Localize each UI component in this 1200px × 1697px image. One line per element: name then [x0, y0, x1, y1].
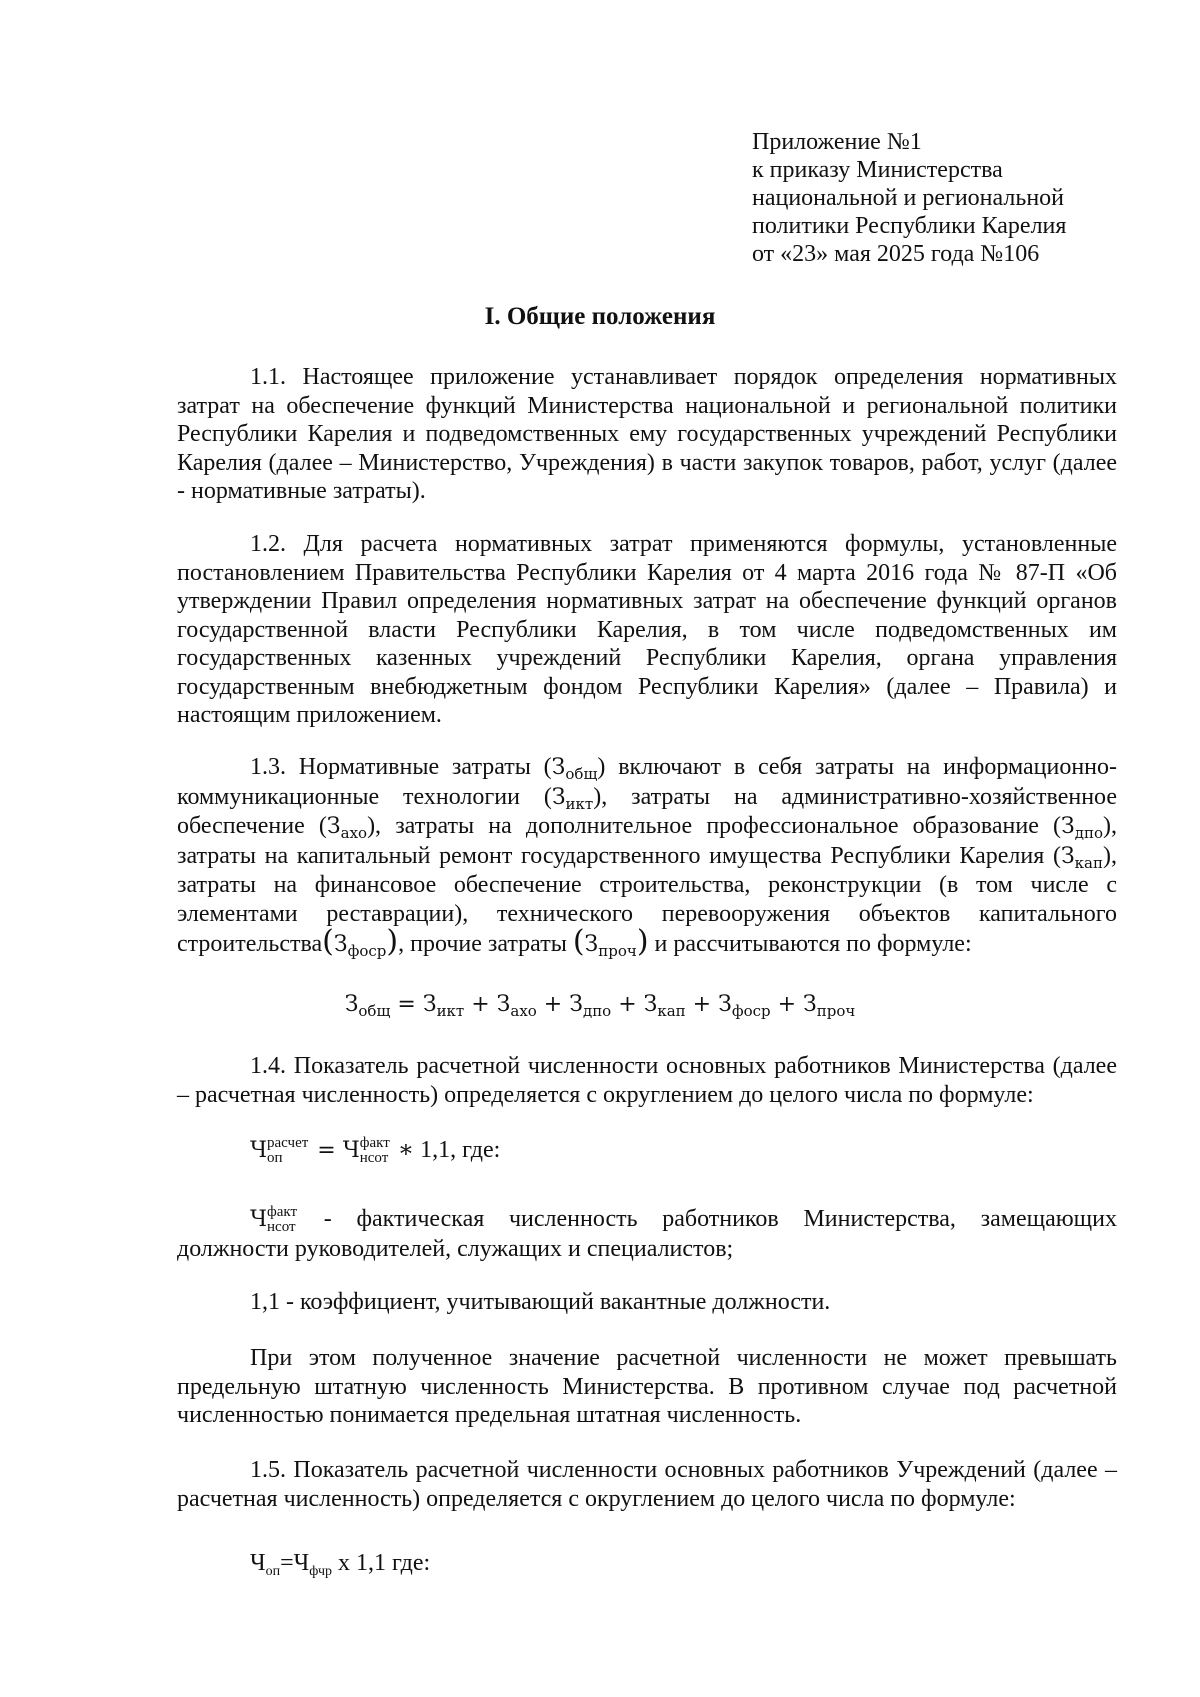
paragraph-1-2: 1.2. Для расчета нормативных затрат применяются формулы, установленные постановлением Правительства Республики Карелия от 4 марта 2016 года № 87-П «Об утверждении Правил определения нормативных затрат на обеспечение функций органов государственной власти Республики Карелия, в том числе подведомственных им государственных казенных учреждений Республики Карелия, органа управления государственным внебюджетным фондом Республики Карелия» (далее – Правила) и настоящим приложением. — [177, 531, 1117, 728]
paragraph-note: При этом полученное значение расчетной численности не может превышать предельную штатную численность Министерства. В противном случае под расчетной численностью понимается предельная штатная численность. — [177, 1345, 1117, 1428]
section-title: I. Общие положения — [484, 303, 716, 330]
appendix-header — [752, 128, 1152, 268]
appendix-line: Приложение №1 — [752, 129, 922, 155]
definition-coefficient: 1,1 - коэффициент, учитывающий вакантные должности. — [250, 1289, 831, 1315]
paragraph-1-4: 1.4. Показатель расчетной численности основных работников Министерства (далее – расчетная численность) определяется с округлением до целого числа по формуле: — [177, 1053, 1117, 1108]
appendix-line: национальной и региональной — [752, 185, 1064, 211]
paragraph-1-5: 1.5. Показатель расчетной численности основных работников Учреждений (далее – расчетная численность) определяется с округлением до целого числа по формуле: — [177, 1457, 1117, 1512]
appendix-line: от «23» мая 2025 года №106 — [752, 241, 1040, 267]
appendix-line: к приказу Министерства — [752, 157, 1003, 183]
paragraph-1-1: 1.1. Настоящее приложение устанавливает порядок определения нормативных затрат на обеспечение функций Министерства национальной и региональной политики Республики Карелия и подведомственных ему государственных учреждений Республики Карелия (далее – Министерство, Учреждения) в части закупок товаров, работ, услуг (далее - нормативные затраты). — [177, 364, 1117, 504]
formula-institution-headcount: $Ч_{оп}=Ч_{фчр}$ х 1,1 где: — [250, 1550, 431, 1579]
formula-ministry-headcount: Ч расчет оп = Ч факт нсот ∗ 1,1, где: — [250, 1135, 501, 1167]
formula-total-costs: $З_{общ} = З_{икт} + З_{ахо} + З_{дпо} + З_{кап} + З_{фоср} + З_{проч}$ — [344, 992, 856, 1020]
appendix-line: политики Республики Карелия — [752, 213, 1067, 239]
paragraph-1-3: 1.3. Нормативные затраты $(З_{общ})$ включают в себя затраты на информационно-коммуникационные технологии $(З_{икт})$, затраты на административно-хозяйственное обеспечение $(З_{ахо})$, затраты на дополнительное профессиональное образование $(З_{дпо})$, затраты на капитальный ремонт государственного имущества Республики Карелия $(З_{кап})$, затраты на финансовое обеспечение строительства, реконструкции (в том числе с элементами реставрации), технического перевооружения объектов капитального $строительства(З_{фоср})$, прочие затраты $(З_{проч})$ и рассчитываются по формуле: — [177, 754, 1118, 960]
definition-fact-headcount: Ч факт нсот - фактическая численность работников Министерства, замещающих должности руководителей, служащих и специалистов; — [177, 1204, 1117, 1263]
